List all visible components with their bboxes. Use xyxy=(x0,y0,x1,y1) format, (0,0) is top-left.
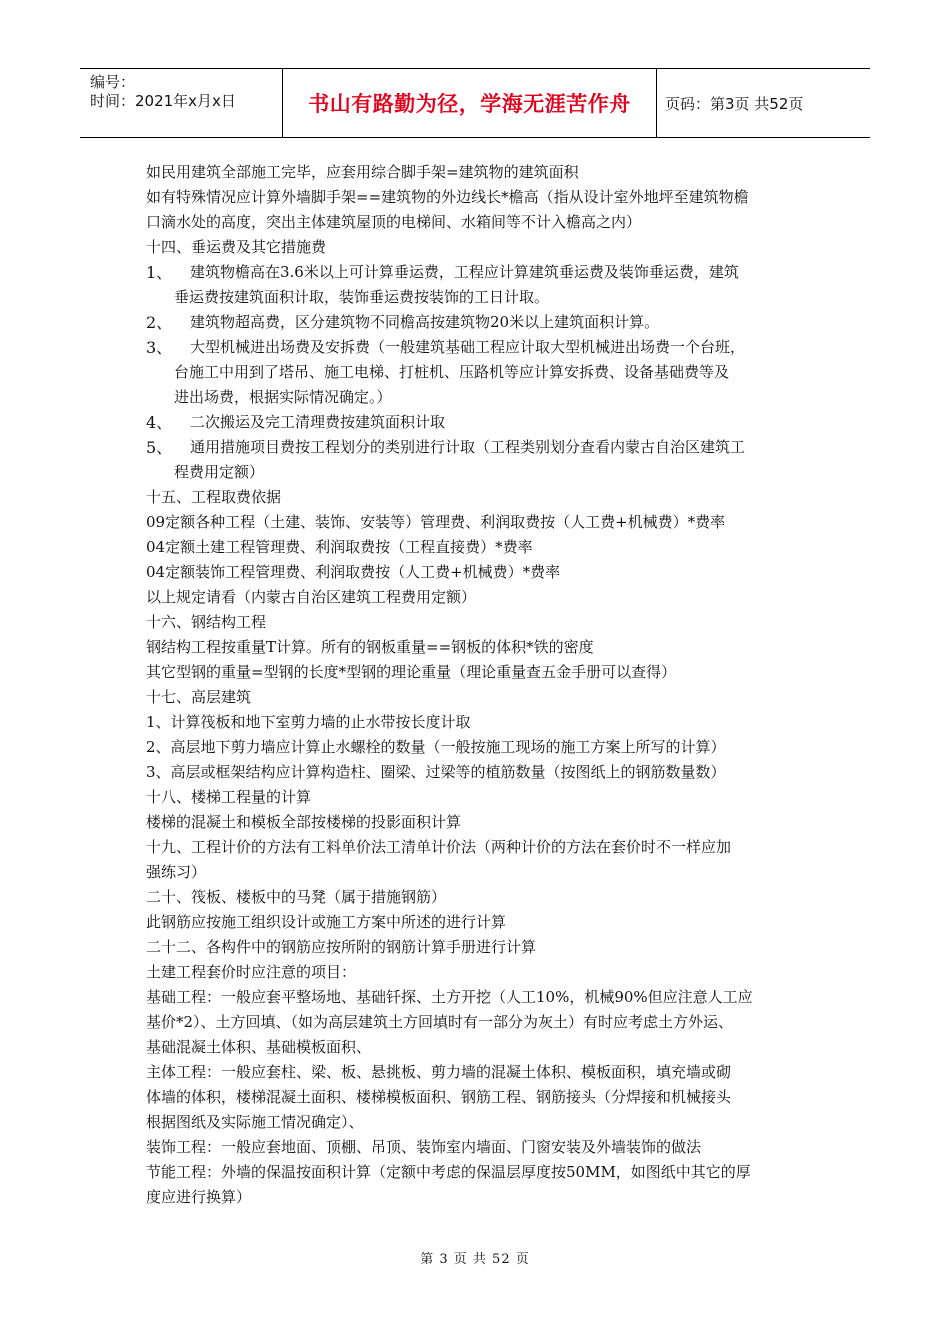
item-text: 垂运费按建筑面积计取，装饰垂运费按装饰的工日计取。 xyxy=(174,288,550,306)
text-line: 04定额装饰工程管理费、利润取费按（人工费+机械费）*费率 xyxy=(146,563,561,581)
text-line: 04定额土建工程管理费、利润取费按（工程直接费）*费率 xyxy=(146,538,533,556)
text-line: 09定额各种工程（土建、装饰、安装等）管理费、利润取费按（人工费+机械费）*费率 xyxy=(146,513,726,531)
section-heading: 二十二、各构件中的钢筋应按所附的钢筋计算手册进行计算 xyxy=(146,938,537,956)
text-line: 土建工程套价时应注意的项目： xyxy=(146,963,357,981)
text-line: 口滴水处的高度，突出主体建筑屋顶的电梯间、水箱间等不计入檐高之内） xyxy=(146,213,642,231)
text-line: 3、高层或框架结构应计算构造柱、圈梁、过梁等的植筋数量（按图纸上的钢筋数量数） xyxy=(146,763,726,781)
section-heading: 十七、高层建筑 xyxy=(146,688,252,706)
text-line: 如有特殊情况应计算外墙脚手架==建筑物的外边线长*檐高（指从设计室外地坪至建筑物檐 xyxy=(146,188,749,206)
item-text: 程费用定额） xyxy=(174,463,265,481)
item-text: 通用措施项目费按工程划分的类别进行计取（工程类别划分查看内蒙古自治区建筑工 xyxy=(190,438,746,456)
text-line: 强练习） xyxy=(146,863,207,881)
section-heading: 十五、工程取费依据 xyxy=(146,488,282,506)
header-page-cell xyxy=(657,69,870,137)
text-line: 如民用建筑全部施工完毕，应套用综合脚手架=建筑物的建筑面积 xyxy=(146,163,579,181)
text-line: 基础工程：一般应套平整场地、基础钎探、土方开挖（人工10%，机械90%但应注意人工应 xyxy=(146,988,753,1006)
text-line: 2、高层地下剪力墙应计算止水螺栓的数量（一般按施工现场的施工方案上所写的计算） xyxy=(146,738,726,756)
list-item xyxy=(146,310,826,335)
item-number: 3、 xyxy=(146,338,173,357)
text-line: 装饰工程：一般应套地面、顶棚、吊顶、装饰室内墙面、门窗安装及外墙装饰的做法 xyxy=(146,1138,702,1156)
section-heading: 十四、垂运费及其它措施费 xyxy=(146,238,327,256)
text-line: 基础混凝土体积、基础模板面积、 xyxy=(146,1038,372,1056)
item-text: 大型机械进出场费及安拆费（一般建筑基础工程应计取大型机械进出场费一个台班， xyxy=(190,338,746,356)
text-line: 其它型钢的重量=型钢的长度*型钢的理论重量（理论重量查五金手册可以查得） xyxy=(146,663,677,681)
item-text: 台施工中用到了塔吊、施工电梯、打桩机、压路机等应计算安拆费、设备基础费等及 xyxy=(174,363,730,381)
text-line: 钢结构工程按重量T计算。所有的钢板重量==钢板的体积*铁的密度 xyxy=(146,638,594,656)
text-line: 主体工程：一般应套柱、梁、板、悬挑板、剪力墙的混凝土体积、模板面积，填充墙或砌 xyxy=(146,1063,732,1081)
text-line: 体墙的体积，楼梯混凝土面积、楼梯模板面积、钢筋工程、钢筋接头（分焊接和机械接头 xyxy=(146,1088,732,1106)
list-item xyxy=(146,335,826,410)
text-line: 根据图纸及实际施工情况确定）、 xyxy=(146,1113,364,1131)
page-header xyxy=(80,68,870,138)
document-body xyxy=(146,160,826,1210)
section-heading: 二十、筏板、楼板中的马凳（属于措施钢筋） xyxy=(146,888,447,906)
item-number: 2、 xyxy=(146,313,173,332)
text-line: 以上规定请看（内蒙古自治区建筑工程费用定额） xyxy=(146,588,477,606)
section-heading: 十九、工程计价的方法有工料单价法工清单计价法（两种计价的方法在套价时不一样应加 xyxy=(146,838,732,856)
number-label: 编号： xyxy=(90,73,136,91)
section-heading: 十八、楼梯工程量的计算 xyxy=(146,788,312,806)
date-label: 时间：2021年x月x日 xyxy=(90,92,236,110)
list-item xyxy=(146,260,826,310)
text-line: 度应进行换算） xyxy=(146,1188,252,1206)
item-text: 建筑物檐高在3.6米以上可计算垂运费，工程应计算建筑垂运费及装饰垂运费，建筑 xyxy=(190,263,739,281)
item-text: 建筑物超高费，区分建筑物不同檐高按建筑物20米以上建筑面积计算。 xyxy=(190,313,660,331)
header-info xyxy=(80,69,283,137)
text-line: 楼梯的混凝土和模板全部按楼梯的投影面积计算 xyxy=(146,813,462,831)
list-item xyxy=(146,435,826,485)
header-motto-cell xyxy=(283,69,657,137)
item-number: 4、 xyxy=(146,413,173,432)
text-line: 此钢筋应按施工组织设计或施工方案中所述的进行计算 xyxy=(146,913,507,931)
header-motto: 书山有路勤为径，学海无涯苦作舟 xyxy=(308,92,631,116)
text-line: 基价*2）、土方回填、（如为高层建筑土方回填时有一部分为灰土）有时应考虑土方外运、 xyxy=(146,1013,734,1031)
item-number: 1、 xyxy=(146,263,173,282)
list-item xyxy=(146,410,826,435)
page-footer: 第 3 页 共 52 页 xyxy=(420,1252,530,1267)
item-number: 5、 xyxy=(146,438,173,457)
item-text: 二次搬运及完工清理费按建筑面积计取 xyxy=(190,413,446,431)
page-label: 页码：第3页 共52页 xyxy=(665,94,804,113)
section-heading: 十六、钢结构工程 xyxy=(146,613,267,631)
text-line: 节能工程：外墙的保温按面积计算（定额中考虑的保温层厚度按50MM，如图纸中其它的厚 xyxy=(146,1163,751,1181)
text-line: 1、计算筏板和地下室剪力墙的止水带按长度计取 xyxy=(146,713,471,731)
item-text: 进出场费，根据实际情况确定。） xyxy=(174,388,392,406)
